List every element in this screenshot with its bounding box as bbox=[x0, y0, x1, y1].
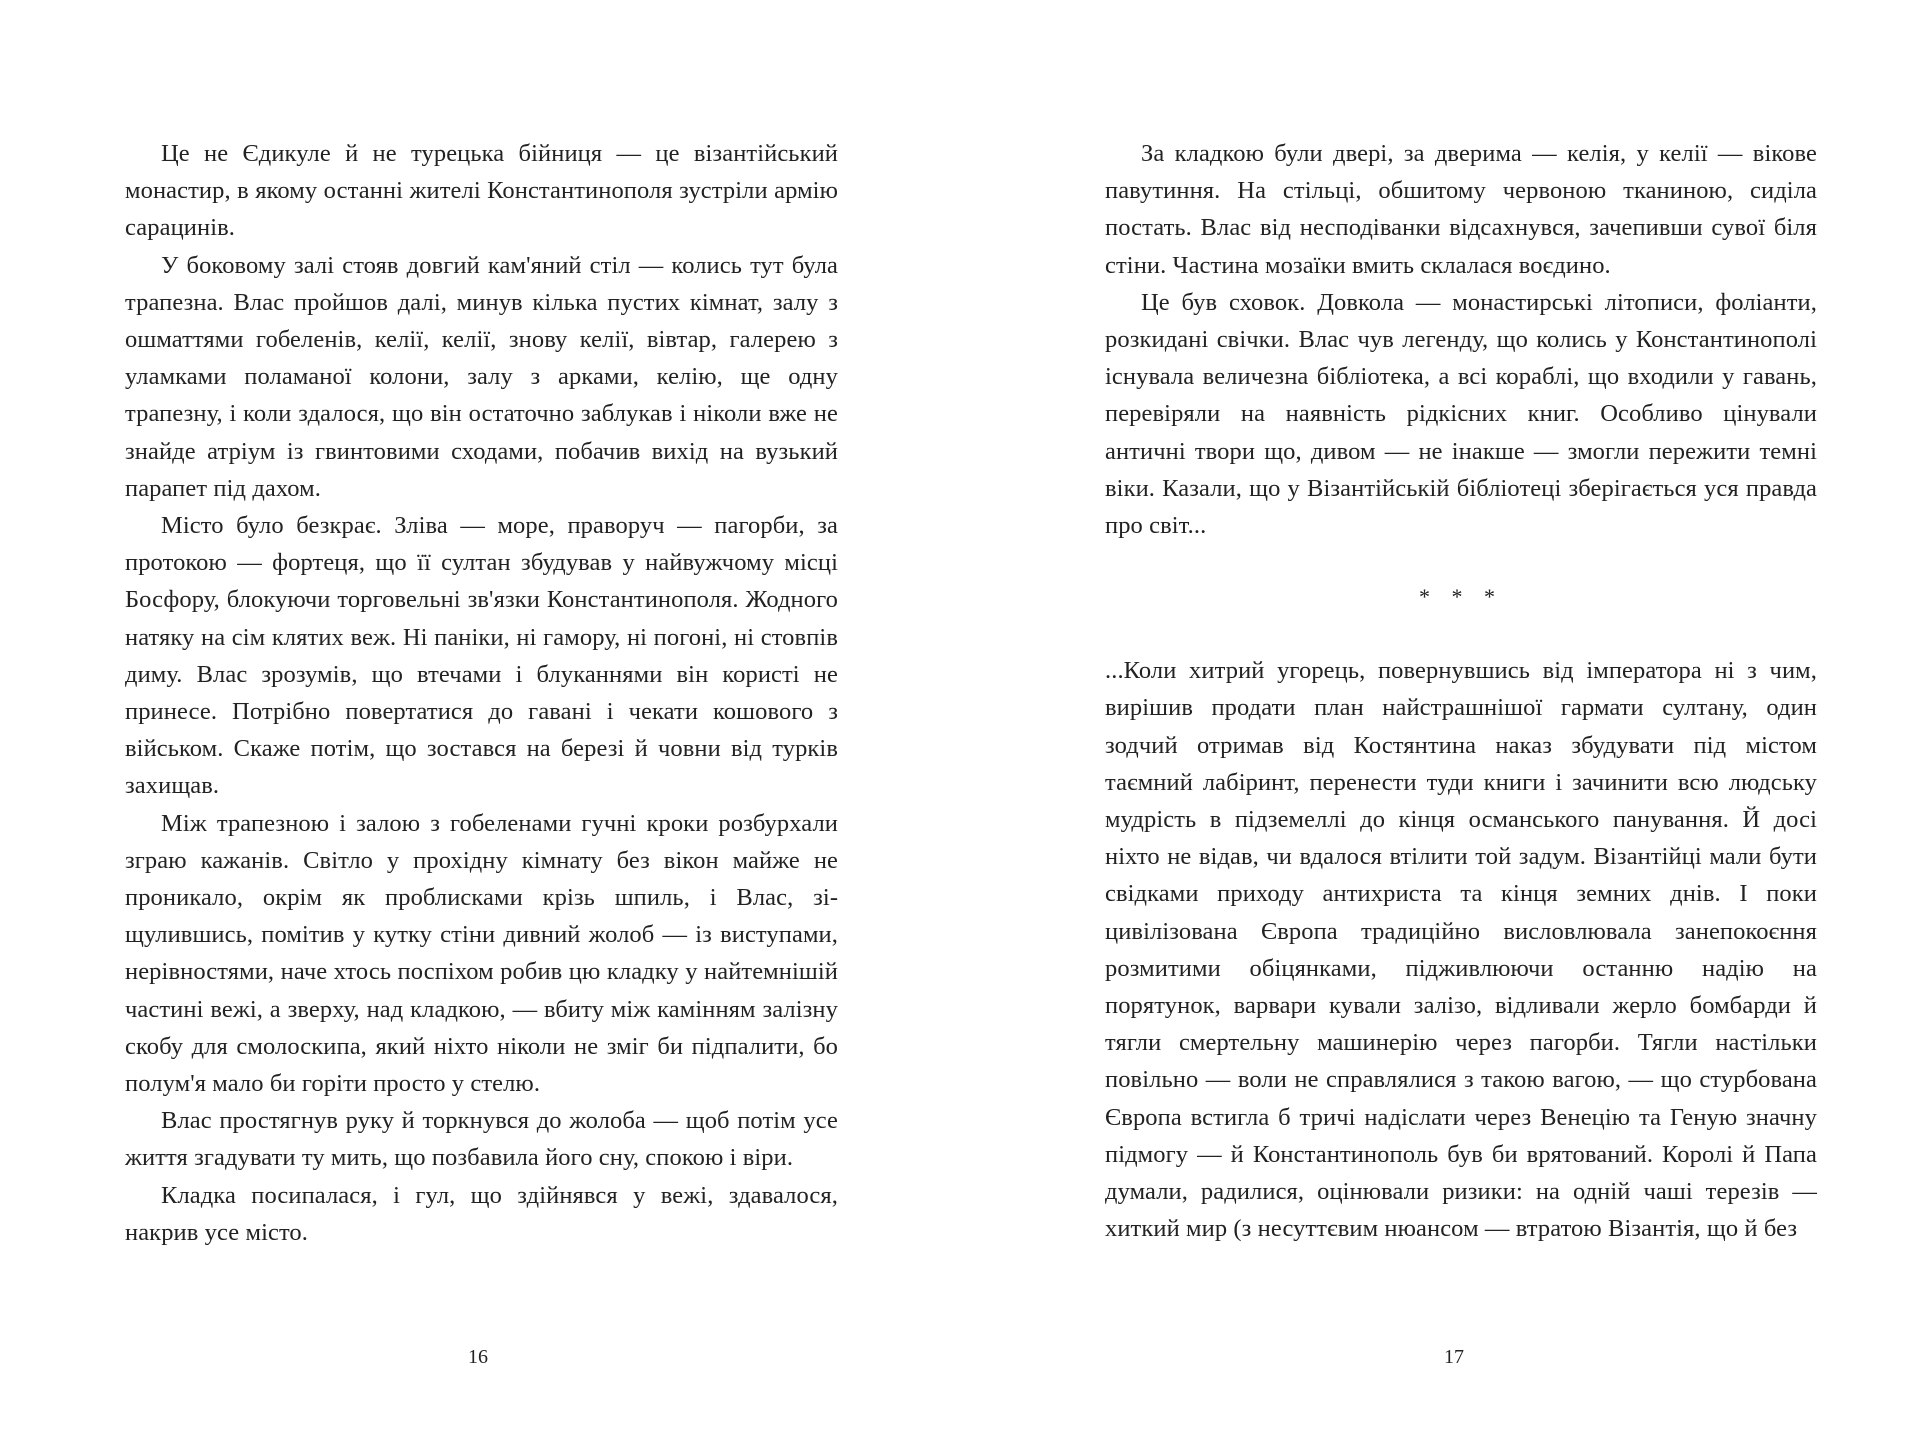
left-paragraph-1: Це не Єдикуле й не турецька бійниця — це візантійський монастир, в якому останні жителі Константинополя зустріли армію сарацинів. bbox=[125, 140, 838, 242]
right-page bbox=[1105, 135, 1817, 1247]
section-separator: * * * bbox=[1419, 584, 1503, 610]
page-number-right: 17 bbox=[1444, 1346, 1464, 1368]
right-paragraph-1: За кладкою були двері, за дверима — келія, у келії — вікове павутиння. На стільці, обшитому червоною тканиною, сиділа постать. Влас від несподіванки відсахнувся, зачепивши сувої біля стіни. Частина мозаїки вмить склалася воєдино. bbox=[1105, 140, 1817, 279]
left-paragraph-2: У боковому залі стояв довгий кам'яний стіл — колись тут була трапезна. Влас пройшов далі, минув кілька пустих кімнат, залу з ошматтями гобеленів, келії, келії, знову келії, вівтар, галерею з уламками поламаної колони, залу з арками, келію, ще одну трапезну, і коли здалося, що він остаточно заблукав і ніколи вже не знайде атріум із гвинтовими сходами, побачив вихід на вузький парапет під дахом. bbox=[125, 251, 838, 502]
left-paragraph-4: Між трапезною і залою з гобеленами гучні кроки розбурхали зграю кажанів. Світло у прохідну кімнату без вікон майже не проникало, окрім як проблисками крізь шпиль, і Влас, зіщулившись, помітив у кутку стіни дивний жолоб — із виступами, нерівностями, наче хтось поспіхом робив цю кладку у найтемнішій частині вежі, а зверху, над кладкою, — вбиту між камінням залізну скобу для смолоскипа, який ніхто ніколи не зміг би підпалити, бо полум'я мало би горіти просто у стелю. bbox=[125, 809, 838, 1098]
left-paragraph-6: Кладка посипалася, і гул, що здійнявся у вежі, здавалося, накрив усе місто. bbox=[125, 1181, 838, 1246]
left-paragraph-3: Місто було безкрає. Зліва — море, праворуч — пагорби, за протокою — фортеця, що її султан збудував у найвужчому місці Босфору, блокуючи торговельні зв'язки Константинополя. Жодного натяку на сім клятих веж. Ні паніки, ні гамору, ні погоні, ні стовпів диму. Влас зрозумів, що втечами і блуканнями він користі не принесе. Потрібно повертатися до гавані і чекати кошового з військом. Скаже потім, що зостався на березі й човни від турків захищав. bbox=[125, 512, 838, 800]
right-paragraph-3: ...Коли хитрий угорець, повернувшись від імператора ні з чим, вирішив продати план найстрашнішої гармати султану, один зодчий отримав від Костянтина наказ збудувати під містом таємний лабіринт, перенести туди книги і зачинити всю людську мудрість в підземеллі до кінця османського панування. Й досі ніхто не відав, чи вдалося втілити той задум. Візантійці мали бути свідками приходу антихриста та кінця земних днів. І поки цивілізована Європа традиційно висловлювала занепокоєння розмитими обіцянками, підживлюючи останню надію на порятунок, варвари кували залізо, відливали жерло бомбарди й тягли смертельну машинерію через пагорби. Тягли настільки повільно — воли не справлялися з такою вагою, — що стурбована Європа встигла б тричі надіслати через Венецію та Геную значну підмогу — й Константинополь був би врятований. Королі й Папа думали, радилися, оцінювали ризики: на одній чаші терезів — хиткий мир (з несуттєвим нюансом — втратою Візантія, що й без bbox=[1105, 657, 1817, 1243]
left-paragraph-5: Влас простягнув руку й торкнувся до жолоба — щоб потім усе життя згадувати ту мить, що позбавила його сну, спокою і віри. bbox=[125, 1107, 838, 1172]
left-page bbox=[125, 135, 838, 1251]
page-number-left: 16 bbox=[468, 1346, 488, 1368]
right-paragraph-2: Це був сховок. Довкола — монастирські літописи, фоліанти, розкидані свічки. Влас чув легенду, що колись у Константинополі існувала величезна бібліотека, а всі кораблі, що входили у гавань, перевіряли на наявність рідкісних книг. Особливо цінували античні твори що, дивом — не інакше — змогли пережити темні віки. Казали, що у Візантійській бібліотеці зберігається уся правда про світ... bbox=[1105, 288, 1817, 540]
